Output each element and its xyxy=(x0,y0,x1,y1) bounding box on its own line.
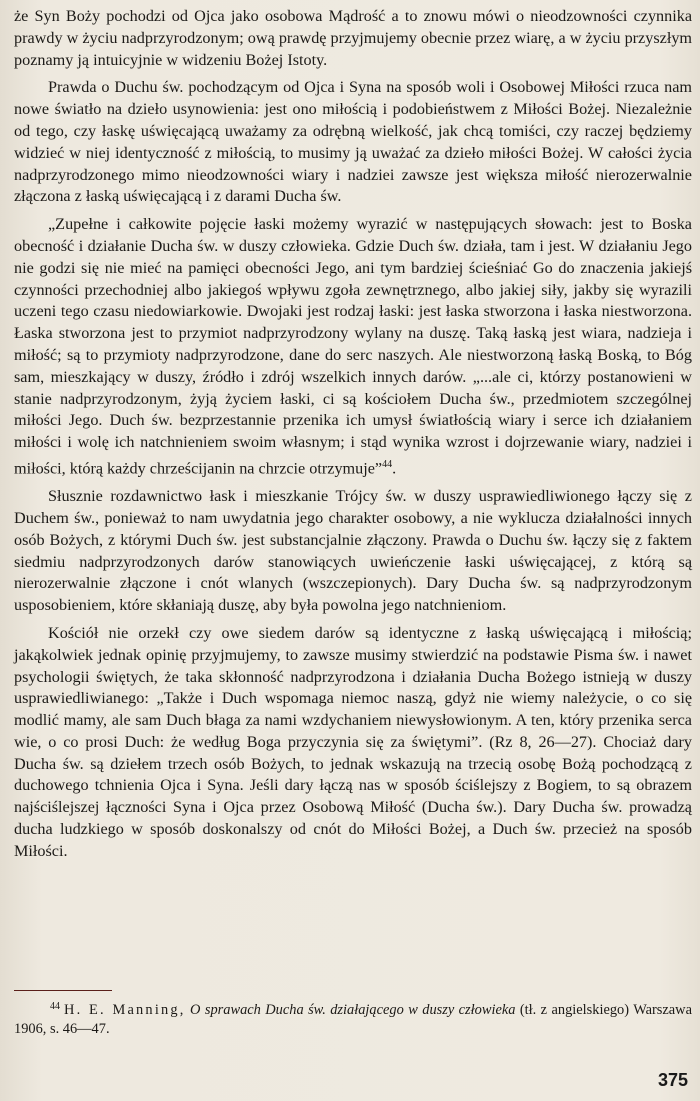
quotation-text: „Zupełne i całkowite pojęcie łaski możemy wyrazić w następujących słowach: jest to Boska obecność i działanie Ducha św. w duszy człowieka. Gdzie Duch św. działa, tam i jest. W działaniu Jego nie godzi się nie mieć na pamięci obecności Jego, ani tym bardziej ścieśniać Go do znaczenia jakiejś czynności przechodniej albo jakiegoś wpływu zgoła zewnętrznego, albo jakiej siły, jakby się wyrazili uczeni tego czasu niedowiarkowie. Dwojaki jest rodzaj łaski: jest łaska stworzona i łaska niestworzona. Łaska stworzona jest to przymiot nadprzyrodzony wylany na duszę. Taką łaską jest wiara, nadzieja i miłość; są to przymioty nadprzyrodzone, dane do serc naszych. Ale niestworzoną łaską Boską, to Bóg sam, mieszkający w duszy, źródło i zdrój wszelkich innych darów. „...ale ci, którzy postanowieni w stanie nadprzyrodzonym, żyją życiem łaski, ci są kościołem Ducha św., przedmiotem szczególnej miłości Jego. Duch św. bezprzestannie przenika ich umysł światłością wiary i serce ich działaniem miłości i wolę ich natchnieniem swoim własnym; i stąd wynika wzrost i dojrzewanie wiary, nadziei i miłości, którą każdy chrześcijanin na chrzcie otrzymuje” xyxy=(14,215,692,478)
footnote xyxy=(14,997,692,1039)
paragraph-distribution-of-graces: Słusznie rozdawnictwo łask i mieszkanie Trójcy św. w duszy usprawiedliwionego łączy się z Duchem św., ponieważ to nam uwydatnia jego charakter osobowy, a nie wyklucza działalności innych osób Bożych, z którymi Duch św. jest substancjalnie złączony. Prawda o Duchu św. łączy się z faktem siedmiu nadprzyrodzonych darów stanowiących uwieńczenie łaski uświęcającej, z którą są nierozerwalnie złączone i cnót wlanych (wszczepionych). Dary Ducha św. są nadprzyrodzonym usposobieniem, które skłaniają duszę, aby była powolna jego natchnieniom. xyxy=(14,487,692,615)
footnote-title: O sprawach Ducha św. działającego w duszy człowieka xyxy=(190,1002,516,1018)
paragraph-holy-spirit-truth: Prawda o Duchu św. pochodzącym od Ojca i Syna na sposób woli i Osobowej Miłości rzuca nam nowe światło na dzieło usynowienia: jest ono miłością i podobieństwem z Miłości Bożej. Niezależnie od tego, czy łaskę uświęcającą uważamy za odrębną wielkość, jak chcą tomiści, czy raczej będziemy widzieć w niej identyczność z miłością, to musimy ją uważać za dzieło miłości Bożej. W całości życia nadprzyrodzonego mimo nieodzowności wiary i nadziei zawsze jest większa miłość nierozerwalnie złączona z łaską uświęcającą i z darami Ducha św. xyxy=(14,78,692,206)
page-number: 375 xyxy=(657,1070,688,1090)
body-text xyxy=(14,6,692,863)
paragraph-continuation: że Syn Boży pochodzi od Ojca jako osobowa Mądrość a to znowu mówi o nieodzowności czynnika prawdy w życiu nadprzyrodzonym; ową prawdę przyjmujemy obecnie przez wiarę, a w życiu przyszłym poznamy ją intuicyjnie w widzeniu Bożej Istoty. xyxy=(14,7,692,69)
footnote-details: (tł. z angielskiego) Warszawa 1906, s. 46—47. xyxy=(14,1002,692,1037)
footnote-author: H. E. Manning, xyxy=(64,1002,186,1018)
paragraph-seven-gifts: Kościół nie orzekł czy owe siedem darów są identyczne z łaską uświęcającą i miłością; jakąkolwiek jednak opinię przyjmujemy, to zawsze musimy stwierdzić na podstawie Pisma św. i nawet psychologii świętych, że taka skłonność nadprzyrodzona i działania Ducha Bożego istnieją w duszy usprawiedliwianego: „Także i Duch wspomaga niemoc naszą, gdyż nie wiemy należycie, o co się modlić mamy, ale sam Duch błaga za nami wzdychaniem niewysłowionym. A ten, który przenika serca wie, o co prosi Duch: że według Boga przyczynia się za świętymi”. (Rz 8, 26—27). Chociaż dary Ducha św. są dziełem trzech osób Bożych, to jednak wskazują na trzecią osobę Bożą pochodzącą z duchowego tchnienia Ojca i Syna. Jeśli dary łączą nas w sposób ściślejszy z Bogiem, to są obrazem najściślejszej łączności Syna i Ojca przez Osobową Miłość (Ducha św.). Dary Ducha św. prowadzą ducha ludzkiego w sposób doskonalszy od cnót do Miłości Bożej, a Duch św. przecież na sposób Miłości. xyxy=(14,623,692,860)
footnote-number: 44 xyxy=(50,1001,60,1012)
paragraph-quotation: „Zupełne i całkowite pojęcie łaski możemy wyrazić w następujących słowach: jest to Boska obecność i działanie Ducha św. w duszy człowieka. Gdzie Duch św. działa, tam i jest. W działaniu Jego nie godzi się nie mieć na pamięci obecności Jego, ani tym bardziej ścieśniać Go do znaczenia jakiejś czynności przechodniej albo jakiegoś wpływu zgoła zewnętrznego, albo jakiej siły, jakby się wyrazili uczeni tego czasu niedowiarkowie. Dwojaki jest rodzaj łaski: jest łaska stworzona i łaska niestworzona. Łaska stworzona jest to przymiot nadprzyrodzony wylany na duszę. Taką łaską jest wiara, nadzieja i miłość; są to przymioty nadprzyrodzone, dane do serc naszych. Ale niestworzoną łaską Boską, to Bóg sam, mieszkający w duszy, źródło i zdrój wszelkich innych darów. „...ale ci, którzy postanowieni w stanie nadprzyrodzonym, żyją życiem łaski, ci są kościołem Ducha św., przedmiotem szczególnej miłości Jego. Duch św. bezprzestannie przenika ich umysł światłością wiary i serce ich działaniem miłości i wolę ich natchnieniem swoim własnym; i stąd wynika wzrost i dojrzewanie wiary, nadziei i miłości, którą każdy chrześcijanin na chrzcie otrzymuje”$^{44}$. xyxy=(14,215,692,478)
footnote-rule xyxy=(14,990,112,991)
footnote-reference: 44 xyxy=(382,458,393,470)
